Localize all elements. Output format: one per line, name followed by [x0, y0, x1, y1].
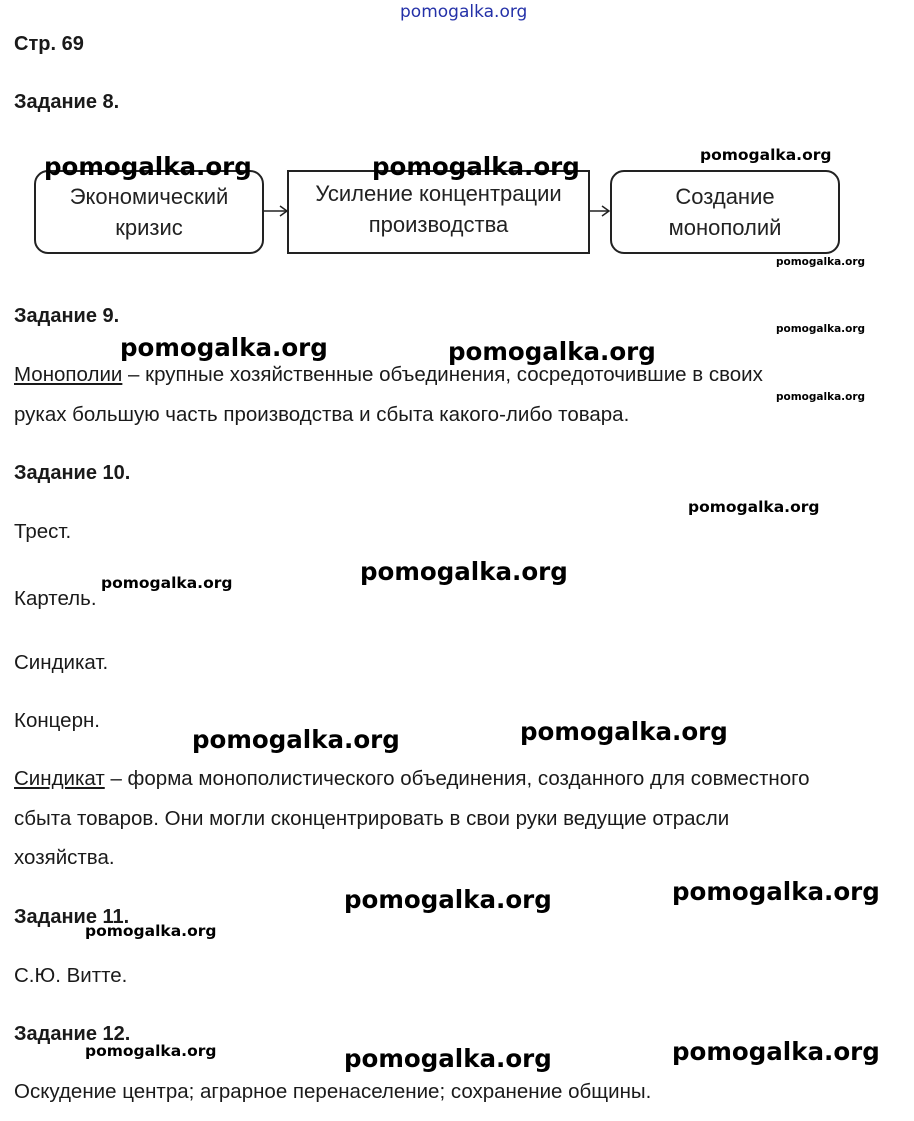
- watermark: pomogalka.org: [44, 152, 252, 181]
- task10-answer-syndicate: Синдикат.: [14, 651, 109, 674]
- watermark: pomogalka.org: [776, 391, 866, 403]
- task9-title: Задание 9.: [14, 305, 120, 327]
- watermark: pomogalka.org: [192, 725, 400, 754]
- task9-definition-text: – крупные хозяйственные объединения, сосредоточившие в своих: [122, 363, 763, 386]
- watermark: pomogalka.org: [776, 323, 866, 335]
- site-header-link[interactable]: pomogalka.org: [400, 2, 528, 22]
- watermark: pomogalka.org: [360, 557, 568, 586]
- task10-term: Синдикат: [14, 767, 105, 790]
- task10-definition-line2: сбыта товаров. Они могли сконцентрировать в свои руки ведущие отрасли: [14, 807, 730, 830]
- watermark: pomogalka.org: [372, 152, 580, 181]
- watermark: pomogalka.org: [101, 574, 233, 592]
- task11-answer: С.Ю. Витте.: [14, 964, 128, 987]
- flow-box-crisis-line2: кризис: [115, 215, 183, 240]
- flow-box-monopolies: [610, 170, 840, 254]
- task10-answer-trust: Трест.: [14, 520, 72, 543]
- task12-answer: Оскудение центра; аграрное перенаселение; сохранение общины.: [14, 1080, 652, 1103]
- watermark: pomogalka.org: [672, 877, 880, 906]
- flow-box-concentration: [287, 170, 590, 254]
- task10-title: Задание 10.: [14, 462, 131, 484]
- flow-box-monopolies-line1: Создание: [675, 184, 775, 209]
- watermark: pomogalka.org: [85, 1042, 217, 1060]
- flow-box-concentration-line2: производства: [368, 212, 509, 237]
- task10-answer-concern: Концерн.: [14, 709, 100, 732]
- task10-definition-text: – форма монополистического объединения, созданного для совместного: [104, 767, 810, 790]
- flow-box-concentration-line1: Усиление концентрации: [315, 181, 562, 206]
- watermark: pomogalka.org: [700, 146, 832, 164]
- flow-box-crisis-line1: Экономический: [69, 184, 229, 209]
- task10-definition-line3: хозяйства.: [14, 846, 115, 869]
- watermark: pomogalka.org: [85, 922, 217, 940]
- watermark: pomogalka.org: [448, 337, 656, 366]
- task12-title: Задание 12.: [14, 1023, 131, 1045]
- task8-title: Задание 8.: [14, 91, 120, 113]
- watermark: pomogalka.org: [672, 1037, 880, 1066]
- flow-arrow-1: [262, 202, 290, 220]
- watermark: pomogalka.org: [344, 885, 552, 914]
- task10-definition-line1: [14, 767, 810, 791]
- page-number: Стр. 69: [14, 33, 84, 55]
- watermark: pomogalka.org: [776, 256, 866, 268]
- task11-title: Задание 11.: [14, 906, 130, 928]
- flow-box-monopolies-line2: монополий: [668, 215, 782, 240]
- task9-definition-line1: [14, 363, 763, 387]
- watermark: pomogalka.org: [520, 717, 728, 746]
- flow-box-crisis: [34, 170, 264, 254]
- flow-arrow-2: [588, 202, 612, 220]
- task10-answer-cartel: Картель.: [14, 587, 97, 610]
- task9-definition-line2: руках большую часть производства и сбыта какого-либо товара.: [14, 403, 630, 426]
- watermark: pomogalka.org: [120, 333, 328, 362]
- watermark: pomogalka.org: [344, 1044, 552, 1073]
- watermark: pomogalka.org: [688, 498, 820, 516]
- task9-term: Монополии: [14, 363, 123, 386]
